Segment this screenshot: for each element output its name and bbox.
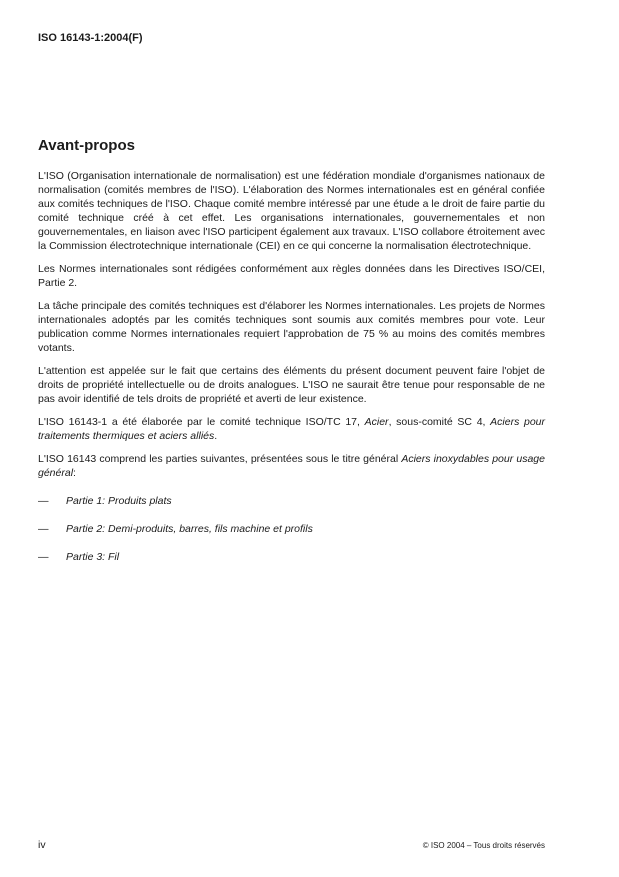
text-run: L'ISO 16143-1 a été élaborée par le comité technique ISO/TC 17, (38, 416, 365, 428)
paragraph-directives: Les Normes internationales sont rédigées conformément aux règles données dans les Directives ISO/CEI, Partie 2. (38, 263, 545, 289)
page-number: iv (38, 839, 46, 851)
text-run: L'ISO 16143 comprend les parties suivantes, présentées sous le titre général (38, 453, 402, 465)
paragraph-parts-intro (38, 452, 545, 480)
parts-list (38, 494, 545, 564)
italic-run: Acier (364, 416, 389, 428)
list-item-label: Partie 1: Produits plats (66, 495, 172, 507)
list-dash: — (38, 551, 49, 563)
text-run: : (73, 467, 76, 479)
list-dash: — (38, 495, 49, 507)
page-footer (38, 839, 545, 852)
list-item-part-1 (38, 494, 545, 508)
list-dash: — (38, 523, 49, 535)
list-item-label: Partie 3: Fil (66, 551, 120, 563)
paragraph-committee (38, 415, 545, 443)
content-column (38, 0, 545, 578)
italic-run: Aciers inoxydables pour usage général (38, 453, 545, 479)
page-title: Avant-propos (38, 137, 135, 154)
list-item-part-2 (38, 522, 545, 536)
paragraph-patent-rights: L'attention est appelée sur le fait que certains des éléments du présent document peuvent faire l'objet de droits de propriété intellectuelle ou de droits analogues. L'ISO ne saurait être tenue pour responsable de ne pas avoir identifié de tels droits de propriété et averti de leur existence. (38, 365, 545, 405)
text-run: , sous-comité SC 4, (388, 416, 491, 428)
italic-run: Aciers pour traitements thermiques et aciers alliés (38, 416, 546, 442)
list-item-label: Partie 2: Demi-produits, barres, fils machine et profils (66, 523, 313, 535)
list-item-part-3 (38, 550, 545, 564)
paragraph-main-task: La tâche principale des comités techniques est d'élaborer les Normes internationales. Les projets de Normes internationales adoptés par les comités techniques sont soumis aux comités membres pour vote. Leur publication comme Normes internationales requiert l'approbation de 75 % au moins des comités membres votants. (38, 300, 545, 354)
copyright-notice: © ISO 2004 – Tous droits réservés (422, 841, 545, 850)
document-reference-header: ISO 16143-1:2004(F) (38, 32, 143, 44)
paragraph-iso-foundation: L'ISO (Organisation internationale de normalisation) est une fédération mondiale d'organismes nationaux de normalisation (comités membres de l'ISO). L'élaboration des Normes internationales est en général confiée aux comités techniques de l'ISO. Chaque comité membre intéressé par une étude a le droit de faire partie du comité technique créé à cet effet. Les organisations internationales, gouvernementales et non gouvernementales, en liaison avec l'ISO participent également aux travaux. L'ISO collabore étroitement avec la Commission électrotechnique internationale (CEI) en ce qui concerne la normalisation électrotechnique. (38, 170, 545, 252)
text-run: . (214, 430, 218, 442)
